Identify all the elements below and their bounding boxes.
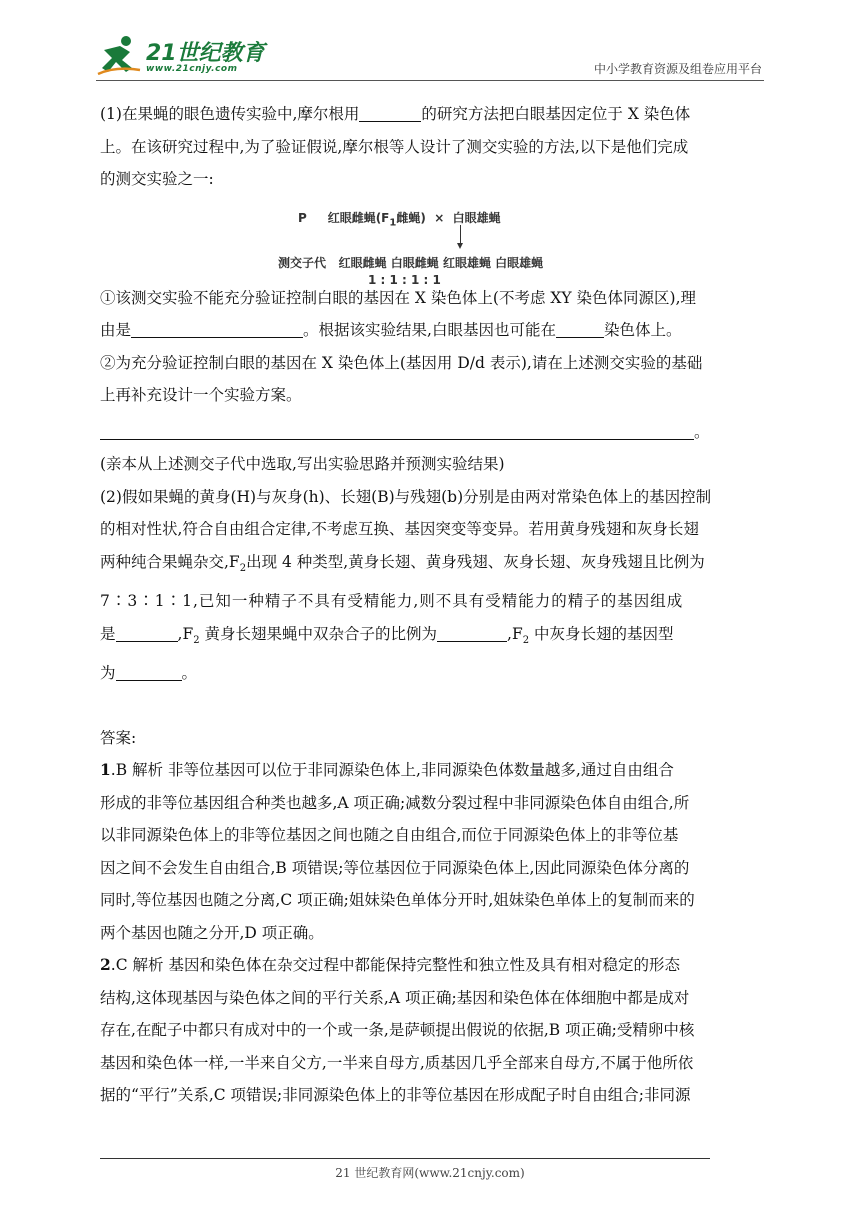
q2-line-4: 7∶3∶1∶1,已知一种精子不具有受精能力,则不具有受精能力的精子的基因组成 (100, 592, 684, 611)
answer-2-line-4: 基因和染色体一样,一半来自父方,一半来自母方,质基因几乎全部来自母方,不属于他所依 (100, 1053, 694, 1072)
answer-1-line-5: 同时,等位基因也随之分离,C 项正确;姐妹染色单体分开时,姐妹染色单体上的复制而来的 (100, 891, 695, 910)
q1-line-3: 的测交实验之一: (100, 170, 214, 188)
site-logo (96, 34, 266, 78)
q1-line-1: (1)在果蝇的眼色遗传实验中,摩尔根用 的研究方法把白眼基因定位于 X 染色体 (100, 105, 691, 123)
offspring-row: 测交子代 红眼雌蝇 白眼雌蝇 红眼雄蝇 白眼雄蝇 (278, 255, 544, 270)
answer-blank (116, 664, 182, 681)
q2-line-2: 的相对性状,符合自由组合定律,不考虑互换、基因突变等变异。若用黄身残翅和灰身长翅 (100, 520, 699, 538)
answer-blank (116, 625, 178, 642)
answer-blank (359, 105, 421, 122)
parent-row: P 红眼雌蝇($F_1$雌蝇) × 白眼雄蝇 (298, 210, 501, 228)
logo-text: 21世纪教育 (146, 41, 265, 66)
answer-2-line-2: 结构,这体现基因与染色体之间的平行关系,A 项正确;基因和染色体在体细胞中都是成对 (100, 988, 690, 1007)
testcross-diagram (100, 196, 764, 287)
logo-url: www.21cnjy.com (146, 64, 238, 74)
footer-divider (100, 1158, 710, 1159)
answer-2-line-5: 据的“平行”关系,C 项错误;非同源染色体上的非等位基因在形成配子时自由组合;非同源 (100, 1086, 691, 1105)
q2-line-1: (2)假如果蝇的黄身(H)与灰身(h)、长翅(B)与残翅(b)分别是由两对常染色体上的基因控制 (100, 487, 712, 506)
q1-line-2: 上。在该研究过程中,为了验证假说,摩尔根等人设计了测交实验的方法,以下是他们完成 (100, 137, 689, 156)
q2-line-3: 两种纯合果蝇杂交$,F_2$出现 4 种类型,黄身长翅、黄身残翅、灰身长翅、灰身残翅且比例为 (100, 552, 705, 574)
answer-blank (437, 625, 507, 642)
spacer (100, 690, 764, 722)
footer-text: 21 世纪教育网(www.21cnjy.com) (335, 1166, 525, 1180)
sub2-line-2: 上再补充设计一个实验方案。 (100, 386, 302, 404)
answer-1-line-1: 1.B 解析 非等位基因可以位于非同源染色体上,非同源染色体数量越多,通过自由组合 (100, 760, 674, 780)
platform-title: 中小学教育资源及组卷应用平台 (593, 62, 762, 76)
page-header (96, 30, 764, 81)
answer-blank (556, 321, 604, 338)
answer-1-line-2: 形成的非等位基因组合种类也越多,A 项正确;减数分裂过程中非同源染色体自由组合,所 (100, 793, 690, 812)
q2-line-5: 是 $,F_2$ 黄身长翅果蝇中双杂合子的比例为 $,F_2$ 中灰身长翅的基因型 (100, 624, 674, 646)
document-body (100, 98, 764, 1112)
answer-blank (131, 321, 303, 338)
sub2-line-1: ②为充分验证控制白眼的基因在 X 染色体上(基因用 D/d 表示),请在上述测交实验的基础 (100, 353, 703, 372)
sub1-line-1: ①该测交实验不能充分验证控制白眼的基因在 X 染色体上(不考虑 XY 染色体同源区),理 (100, 288, 697, 307)
answer-1-line-3: 以非同源染色体上的非等位基因之间也随之自由组合,而位于同源染色体上的非等位基 (100, 826, 679, 845)
answer-2-line-1: 2.C 解析 基因和染色体在杂交过程中都能保持完整性和独立性及具有相对稳定的形态 (100, 955, 680, 975)
ratio-row: 1 : 1 : 1 : 1 (368, 272, 441, 287)
answers-title: 答案: (100, 728, 137, 747)
q2-line-6: 为 。 (100, 664, 198, 683)
sub1-line-2: 由是 。根据该实验结果,白眼基因也可能在 染色体上。 (100, 321, 682, 339)
sub2-answer-line: 。 (100, 416, 764, 449)
answer-1-line-6: 两个基因也随之分开,D 项正确。 (100, 923, 324, 942)
answer-2-line-3: 存在,在配子中都只有成对中的一个或一条,是萨顿提出假说的依据,B 项正确;受精卵中核 (100, 1021, 695, 1040)
cross-arrow-icon (460, 225, 461, 245)
answer-1-line-4: 因之间不会发生自由组合,B 项错误;等位基因位于同源染色体上,因此同源染色体分离的 (100, 858, 690, 877)
answer-blank (100, 423, 694, 440)
runner-logo-icon (96, 34, 142, 78)
sub2-note: (亲本从上述测交子代中选取,写出实验思路并预测实验结果) (100, 455, 505, 473)
